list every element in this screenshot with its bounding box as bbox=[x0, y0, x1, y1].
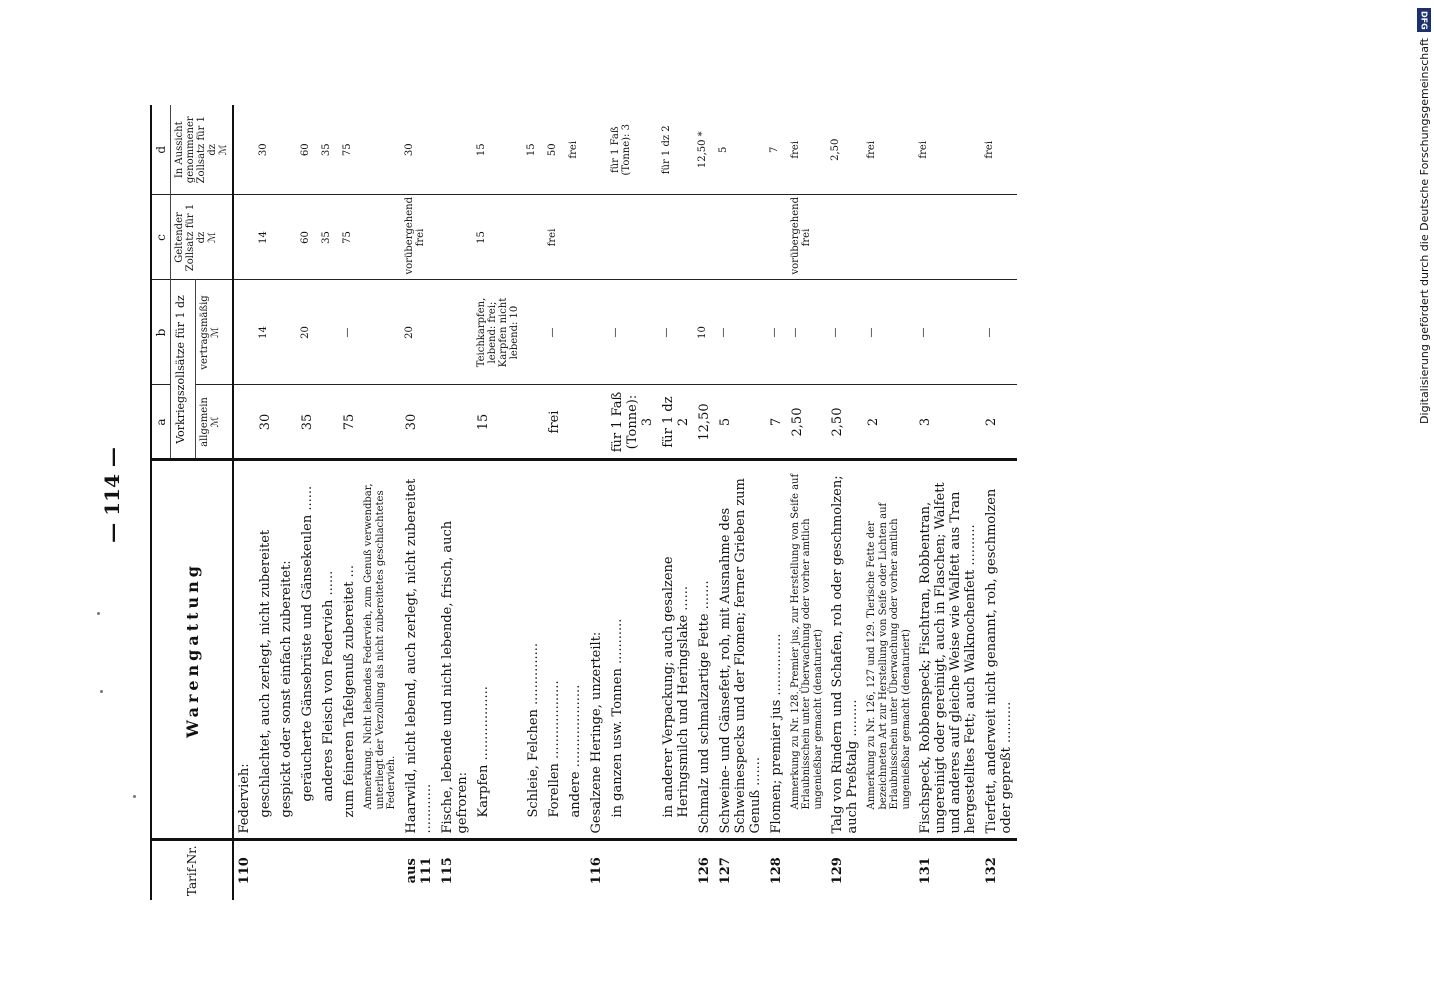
value-a-cell bbox=[523, 385, 544, 460]
page-number: — 114 — bbox=[100, 447, 124, 543]
col-header-ausblick bbox=[171, 105, 234, 195]
value-a-cell: 7 bbox=[766, 385, 787, 460]
value-c-cell bbox=[694, 195, 715, 280]
col-header-allgemein bbox=[196, 385, 233, 460]
description-text: Flomen; premier jus ............... bbox=[768, 633, 784, 834]
value-b-cell bbox=[437, 280, 473, 385]
vertragsmaessig-label: vertragsmäßig bbox=[199, 295, 211, 370]
value-d-cell: 15 bbox=[473, 105, 523, 195]
note-text: Anmerkung zu Nr. 128. Premier jus, zur Herstellung von Seife auf Erlaubnisschein unter Überwachung oder vorher amtlich ungenießbar gemacht (denaturiert) bbox=[789, 473, 824, 810]
description-cell bbox=[297, 460, 318, 840]
value-c-cell bbox=[915, 195, 981, 280]
description-cell bbox=[276, 460, 297, 840]
geltender-label: Geltender Zollsatz für 1 dz bbox=[174, 203, 207, 272]
tarif-cell bbox=[360, 840, 401, 900]
col-letter-b: b bbox=[151, 280, 171, 385]
value-b-cell bbox=[523, 280, 544, 385]
tarif-cell bbox=[863, 840, 915, 900]
tarif-cell: aus 111 bbox=[403, 857, 434, 885]
description-text: in anderer Verpackung; auch gesalzene Heringsmilch und Heringslake ...... bbox=[660, 556, 691, 818]
description-text: gespickt oder sonst einfach zubereitet: bbox=[279, 560, 294, 818]
value-d-cell: 2,50 bbox=[827, 105, 863, 195]
value-a-cell: 30 bbox=[401, 385, 437, 460]
tariff-table bbox=[150, 105, 1017, 900]
value-d-cell: frei bbox=[787, 105, 828, 195]
description-cell bbox=[523, 460, 544, 840]
value-a-cell: für 1 Faß (Tonne): 3 bbox=[607, 385, 658, 460]
value-a-cell: 2,50 bbox=[787, 385, 828, 460]
value-c-cell: 14 bbox=[255, 195, 276, 280]
description-text: andere .................... bbox=[567, 684, 583, 818]
description-cell bbox=[233, 460, 255, 840]
table-row bbox=[360, 105, 401, 900]
tarif-cell: 116 bbox=[588, 857, 604, 885]
description-cell bbox=[565, 460, 586, 840]
tarif-cell bbox=[658, 840, 694, 900]
description-text: Fischspeck, Robbenspeck; Fischtran, Robbentran, ungereinigt oder gereinigt, auch in Flaschen; Walfett und anderes auf gleiche Weise wie Walfett aus Tran hergestelltes Fett; auch Walknochenfett .......... bbox=[918, 482, 978, 834]
value-c-cell bbox=[586, 195, 607, 280]
value-c-cell: 60 bbox=[297, 195, 318, 280]
value-d-cell: 30 bbox=[401, 105, 437, 195]
mark-d: ℳ bbox=[218, 144, 229, 156]
value-c-cell bbox=[523, 195, 544, 280]
value-c-cell bbox=[863, 195, 915, 280]
table-row bbox=[607, 105, 658, 900]
table-row bbox=[787, 105, 828, 900]
description-text: Gesalzene Heringe, unzerteilt: bbox=[588, 631, 604, 834]
description-cell bbox=[473, 460, 523, 840]
tarif-cell: 128 bbox=[768, 857, 784, 885]
col-header-warengattung: Warengattung bbox=[151, 460, 233, 840]
table-row bbox=[658, 105, 694, 900]
description-cell bbox=[863, 460, 915, 840]
value-d-cell: frei bbox=[915, 105, 981, 195]
value-a-cell bbox=[565, 385, 586, 460]
description-cell bbox=[787, 460, 828, 840]
table-row bbox=[297, 105, 318, 900]
value-a-cell: für 1 dz 2 bbox=[658, 385, 694, 460]
value-d-cell: frei bbox=[565, 105, 586, 195]
table-row bbox=[276, 105, 297, 900]
table-row bbox=[915, 105, 981, 900]
description-cell bbox=[360, 460, 401, 840]
value-d-cell bbox=[276, 105, 297, 195]
value-b-cell: — bbox=[787, 280, 828, 385]
footer-credit: Digitalisierung gefördert durch die Deutsche Forschungsgemeinschaft bbox=[1417, 38, 1431, 424]
value-c-cell bbox=[658, 195, 694, 280]
table-row bbox=[863, 105, 915, 900]
description-cell bbox=[766, 460, 787, 840]
value-b-cell: — bbox=[863, 280, 915, 385]
description-text: Karpfen .................. bbox=[475, 686, 491, 818]
value-d-cell: 7 bbox=[766, 105, 787, 195]
description-cell bbox=[401, 460, 437, 840]
description-text: in ganzen usw. Tonnen ........... bbox=[609, 618, 625, 818]
description-text: geschlachtet, auch zerlegt, nicht zubereitet bbox=[258, 529, 273, 818]
value-b-cell: — bbox=[981, 280, 1017, 385]
description-text: Federvieh: bbox=[237, 763, 252, 834]
table-row bbox=[401, 105, 437, 900]
tarif-cell: 129 bbox=[830, 857, 845, 885]
value-d-cell: 60 bbox=[297, 105, 318, 195]
value-b-cell: — bbox=[607, 280, 658, 385]
tarif-cell bbox=[565, 840, 586, 900]
table-row bbox=[981, 105, 1017, 900]
value-d-cell bbox=[233, 105, 255, 195]
table-row bbox=[827, 105, 863, 900]
col-header-vertragsmaessig bbox=[196, 280, 233, 385]
value-c-cell bbox=[827, 195, 863, 280]
mark-a: ℳ bbox=[210, 416, 222, 428]
tarif-cell: 127 bbox=[717, 857, 733, 885]
tarif-cell bbox=[276, 840, 297, 900]
description-cell bbox=[607, 460, 658, 840]
value-c-cell: 75 bbox=[339, 195, 360, 280]
description-cell bbox=[544, 460, 565, 840]
value-a-cell: 30 bbox=[255, 385, 276, 460]
value-a-cell: 15 bbox=[473, 385, 523, 460]
value-d-cell: 75 bbox=[339, 105, 360, 195]
dfg-credit bbox=[1416, 8, 1432, 993]
table-body bbox=[233, 105, 1017, 900]
value-b-cell bbox=[360, 280, 401, 385]
description-text: Haarwild, nicht lebend, auch zerlegt, nicht zubereitet ............ bbox=[403, 478, 434, 834]
col-header-vorkriegs: Vorkriegszollsätze für 1 dz bbox=[171, 280, 196, 460]
value-b-cell: 20 bbox=[401, 280, 437, 385]
value-d-cell: 15 bbox=[523, 105, 544, 195]
value-a-cell bbox=[276, 385, 297, 460]
table-row bbox=[473, 105, 523, 900]
col-header-tarif: Tarif-Nr. bbox=[151, 840, 233, 900]
table-row bbox=[766, 105, 787, 900]
value-a-cell: frei bbox=[544, 385, 565, 460]
value-d-cell: für 1 dz 2 bbox=[658, 105, 694, 195]
value-c-cell: vorübergehend frei bbox=[401, 195, 437, 280]
table-row bbox=[694, 105, 715, 900]
value-c-cell bbox=[607, 195, 658, 280]
value-c-cell bbox=[766, 195, 787, 280]
value-b-cell: — bbox=[715, 280, 766, 385]
value-d-cell: 12,50 * bbox=[694, 105, 715, 195]
value-a-cell: 2 bbox=[981, 385, 1017, 460]
value-b-cell: 14 bbox=[255, 280, 276, 385]
tarif-cell bbox=[607, 840, 658, 900]
table-row bbox=[715, 105, 766, 900]
value-c-cell: 35 bbox=[318, 195, 339, 280]
table-row bbox=[233, 105, 255, 900]
table-row bbox=[565, 105, 586, 900]
tarif-cell bbox=[473, 840, 523, 900]
value-a-cell: 35 bbox=[297, 385, 318, 460]
tarif-cell bbox=[318, 840, 339, 900]
col-letter-d: d bbox=[151, 105, 171, 195]
ausblick-label: In Aussicht genommener Zollsatz für 1 dz bbox=[174, 116, 218, 184]
col-header-geltender bbox=[171, 195, 234, 280]
col-letter-c: c bbox=[151, 195, 171, 280]
value-d-cell: frei bbox=[863, 105, 915, 195]
description-cell bbox=[437, 460, 473, 840]
value-b-cell: — bbox=[544, 280, 565, 385]
description-text: Forellen ................... bbox=[546, 680, 562, 818]
allgemein-label: allgemein bbox=[199, 397, 211, 447]
scan-speck bbox=[97, 612, 100, 615]
mark-b: ℳ bbox=[210, 327, 222, 338]
description-cell bbox=[827, 460, 863, 840]
value-c-cell bbox=[276, 195, 297, 280]
table-row bbox=[586, 105, 607, 900]
description-cell bbox=[658, 460, 694, 840]
description-cell bbox=[694, 460, 715, 840]
description-text: Tierfett, anderweit nicht genannt, roh, geschmolzen oder gepreßt .......... bbox=[984, 488, 1014, 834]
col-letter-a: a bbox=[151, 385, 171, 460]
value-b-cell: — bbox=[915, 280, 981, 385]
value-c-cell bbox=[437, 195, 473, 280]
tarif-cell bbox=[255, 840, 276, 900]
tarif-cell: 132 bbox=[984, 857, 999, 885]
description-cell bbox=[318, 460, 339, 840]
value-a-cell bbox=[233, 385, 255, 460]
value-a-cell bbox=[586, 385, 607, 460]
description-text: geräucherte Gänsebrüste und Gänsekeulen ...... bbox=[300, 485, 315, 802]
value-b-cell: 20 bbox=[297, 280, 318, 385]
tarif-cell bbox=[787, 840, 828, 900]
scan-speck bbox=[133, 795, 136, 798]
value-a-cell: 12,50 bbox=[694, 385, 715, 460]
value-c-cell: 15 bbox=[473, 195, 523, 280]
value-b-cell: — bbox=[658, 280, 694, 385]
value-c-cell: frei bbox=[544, 195, 565, 280]
tarif-cell: 110 bbox=[237, 857, 252, 885]
value-d-cell: 5 bbox=[715, 105, 766, 195]
value-d-cell: 50 bbox=[544, 105, 565, 195]
description-cell bbox=[339, 460, 360, 840]
value-b-cell: — bbox=[339, 280, 360, 385]
description-text: Schmalz und schmalzartige Fette ....... bbox=[696, 580, 712, 834]
value-c-cell: vorübergehend frei bbox=[787, 195, 828, 280]
table-row bbox=[437, 105, 473, 900]
value-d-cell bbox=[586, 105, 607, 195]
tarif-cell bbox=[297, 840, 318, 900]
value-a-cell: 75 bbox=[339, 385, 360, 460]
value-c-cell bbox=[360, 195, 401, 280]
description-cell bbox=[586, 460, 607, 840]
value-c-cell bbox=[565, 195, 586, 280]
description-cell bbox=[715, 460, 766, 840]
table-row bbox=[339, 105, 360, 900]
scan-speck bbox=[100, 690, 103, 693]
value-a-cell bbox=[360, 385, 401, 460]
table-row bbox=[544, 105, 565, 900]
value-a-cell bbox=[437, 385, 473, 460]
description-text: anderes Fleisch von Federvieh ...... bbox=[321, 570, 336, 802]
value-b-cell: — bbox=[766, 280, 787, 385]
value-b-cell: 10 bbox=[694, 280, 715, 385]
value-d-cell bbox=[360, 105, 401, 195]
value-a-cell bbox=[318, 385, 339, 460]
value-c-cell bbox=[233, 195, 255, 280]
rotated-page bbox=[90, 45, 1270, 945]
note-text: Anmerkung zu Nr. 126, 127 und 129. Tierische Fette der bezeichneten Art zur Herstellung von Seife oder Lichten auf Erlaubnisschein unter Überwachung oder vorher amtlich ungenießbar gemacht (denaturiert) bbox=[866, 502, 912, 810]
value-c-cell bbox=[715, 195, 766, 280]
tarif-cell: 131 bbox=[918, 857, 933, 885]
tarif-cell bbox=[544, 840, 565, 900]
value-d-cell: 30 bbox=[255, 105, 276, 195]
description-text: Schleie, Felchen ............... bbox=[525, 642, 541, 818]
value-b-cell: Teichkarpfen, lebend: frei; Karpfen nicht lebend: 10 bbox=[473, 280, 523, 385]
table-row bbox=[318, 105, 339, 900]
value-b-cell bbox=[233, 280, 255, 385]
value-a-cell: 3 bbox=[915, 385, 981, 460]
value-d-cell bbox=[437, 105, 473, 195]
table-row bbox=[255, 105, 276, 900]
description-text: Talg von Rindern und Schafen, roh oder geschmolzen; auch Preßtalg ......... bbox=[830, 475, 860, 834]
value-a-cell: 2 bbox=[863, 385, 915, 460]
value-b-cell bbox=[586, 280, 607, 385]
tarif-cell bbox=[523, 840, 544, 900]
value-b-cell: — bbox=[827, 280, 863, 385]
description-text: Schweine- und Gänsefett, roh, mit Ausnahme des Schweinespecks und der Flomen; ferner Grieben zum Genuß ....... bbox=[717, 478, 763, 834]
description-cell bbox=[981, 460, 1017, 840]
note-text: Anmerkung. Nicht lebendes Federvieh, zum Genuß verwendbar, unterliegt der Verzollung als nicht zubereitetes geschlachtetes Federvieh. bbox=[363, 483, 397, 810]
tarif-cell: 115 bbox=[439, 857, 455, 885]
value-b-cell bbox=[565, 280, 586, 385]
value-a-cell: 2,50 bbox=[827, 385, 863, 460]
table-row bbox=[523, 105, 544, 900]
value-c-cell bbox=[981, 195, 1017, 280]
value-b-cell bbox=[318, 280, 339, 385]
value-d-cell: 35 bbox=[318, 105, 339, 195]
dfg-logo: DFG bbox=[1417, 8, 1431, 32]
tarif-cell bbox=[339, 840, 360, 900]
description-cell bbox=[915, 460, 981, 840]
value-d-cell: für 1 Faß (Tonne): 3 bbox=[607, 105, 658, 195]
value-b-cell bbox=[276, 280, 297, 385]
description-text: Fische, lebende und nicht lebende, frisch, auch gefroren: bbox=[439, 520, 470, 834]
mark-c: ℳ bbox=[207, 232, 218, 243]
description-cell bbox=[255, 460, 276, 840]
value-a-cell: 5 bbox=[715, 385, 766, 460]
tarif-cell: 126 bbox=[696, 857, 712, 885]
description-text: zum feineren Tafelgenuß zubereitet ... bbox=[342, 565, 357, 818]
value-d-cell: frei bbox=[981, 105, 1017, 195]
